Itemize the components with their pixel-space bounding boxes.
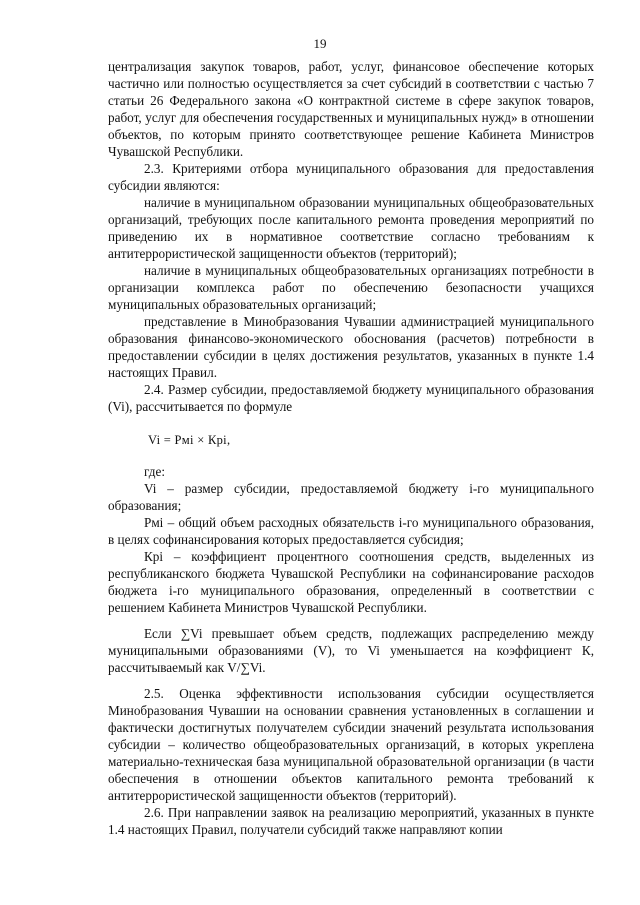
paragraph: 2.6. При направлении заявок на реализацию мероприятий, указанных в пункте 1.4 настоящих Правил, получатели субсидий также направляют копии	[108, 805, 594, 837]
paragraph: 2.4. Размер субсидии, предоставляемой бюджету муниципального образования (Vi), рассчитывается по формуле	[108, 382, 594, 414]
paragraph: наличие в муниципальном образовании муниципальных общеобразовательных организаций, требующих после капитального ремонта проведения мероприятий по приведению их в нормативное соответствие согласно требованиям к антитеррористической защищенности объектов (территорий);	[108, 195, 594, 261]
paragraph: 2.3. Критериями отбора муниципального образования для предоставления субсидии являются:	[108, 161, 594, 193]
paragraph: Если ∑Vi превышает объем средств, подлежащих распределению между муниципальными образованиями (V), то Vi уменьшается на коэффициент К, рассчитываемый как V/∑Vi.	[108, 626, 594, 675]
definition-pmi: Рмi – общий объем расходных обязательств i-го муниципального образования, в целях софинансирования которых предоставляется субсидия;	[108, 515, 594, 547]
body-text	[108, 58, 594, 838]
paragraph: наличие в муниципальных общеобразовательных организациях потребности в организации комплекса работ по обеспечению безопасности учащихся муниципальных образовательных организаций;	[108, 263, 594, 312]
definition-kpi: Крi – коэффициент процентного соотношения средств, выделенных из республиканского бюджета Чувашской Республики на софинансирование расходов бюджета i-го муниципального образования, определенный в соответствии с решением Кабинета Министров Чувашской Республики.	[108, 549, 594, 615]
definition-vi: Vi – размер субсидии, предоставляемой бюджету i-го муниципального образования;	[108, 481, 594, 513]
paragraph: централизация закупок товаров, работ, услуг, финансовое обеспечение которых частично или полностью осуществляется за счет субсидий в соответствии с частью 7 статьи 26 Федерального закона «О контрактной системе в сфере закупок товаров, работ, услуг для обеспечения государственных и муниципальных нужд» в отношении объектов, по которым принято соответствующее решение Кабинета Министров Чувашской Республики.	[108, 59, 594, 159]
paragraph: где:	[144, 464, 165, 479]
formula: Vi = Рмi × Крi,	[148, 433, 231, 447]
page-number: 19	[313, 36, 327, 51]
paragraph: 2.5. Оценка эффективности использования субсидии осуществляется Минобразования Чувашии на основании сравнения установленных в соглашении и фактически достигнутых получателем субсидии значений результата использования субсидии – количество общеобразовательных организаций, в которых укреплена материально-техническая база муниципальной образовательной организации (в части обеспечения в отношении объектов капитального ремонта требований к антитеррористической защищенности объектов (территорий).	[108, 686, 594, 803]
formula-block	[108, 415, 594, 463]
paragraph: представление в Минобразования Чувашии администрацией муниципального образования финансово-экономического обоснования (расчетов) потребности в предоставлении субсидии в целях достижения результатов, указанных в пункте 1.4 настоящих Правил.	[108, 314, 594, 380]
